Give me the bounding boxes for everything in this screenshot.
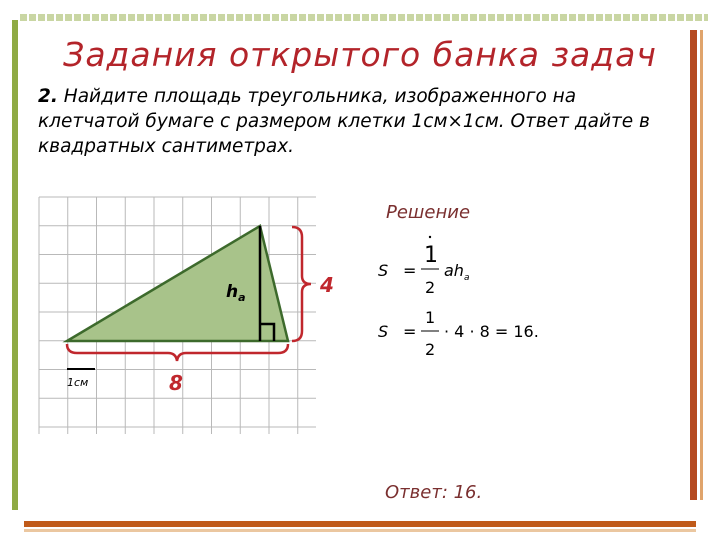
formula1-num: 1	[424, 243, 438, 268]
formula2-num: 1	[425, 308, 436, 327]
formula1-dot	[429, 236, 431, 238]
height-value: 4	[320, 273, 334, 297]
formula1-eq: =	[403, 261, 417, 280]
slide-title: Задания открытого банка задач	[63, 35, 657, 74]
formula1-lhs: S	[378, 261, 389, 280]
formula1-rest: $ah_a$	[444, 261, 470, 283]
formula2-rest: · 4 · 8 = 16.	[444, 322, 539, 341]
task-text: Найдите площадь треугольника, изображенного на клетчатой бумаге с размером клетки 1см×1см. Ответ дайте в квадратных сантиметрах.	[38, 86, 650, 157]
height-brace	[292, 227, 311, 341]
solution-heading: Решение	[386, 202, 471, 223]
height-label: $h_a$	[226, 282, 246, 304]
formula2-eq: =	[403, 322, 417, 341]
formula1-den: 2	[425, 278, 436, 297]
unit-label: 1см	[67, 376, 89, 389]
formula2-lhs: S	[378, 322, 389, 341]
formula2-den: 2	[425, 340, 436, 359]
answer-text: Ответ: 16.	[385, 482, 483, 503]
base-value: 8	[169, 371, 183, 395]
base-brace	[67, 344, 288, 361]
formula-area-general	[378, 236, 469, 297]
task-number: 2.	[38, 86, 58, 107]
formula-area-substituted	[378, 308, 539, 359]
